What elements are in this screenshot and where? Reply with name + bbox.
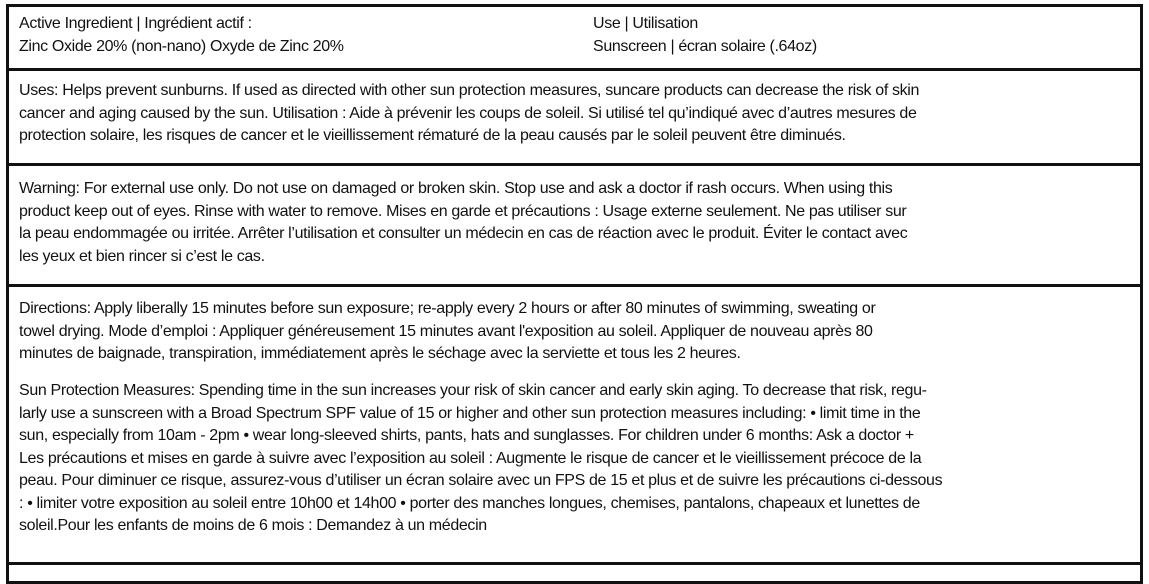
- directions-line: Directions: Apply liberally 15 minutes before sun exposure; re-apply every 2 hours or after 80 minutes of swimming, sweating or: [19, 300, 876, 317]
- measures-line: Sun Protection Measures: Spending time in the sun increases your risk of skin cancer and early skin aging. To decrease that risk, regu-: [19, 382, 927, 399]
- active-ingredient-block: [19, 13, 344, 58]
- section-divider: [9, 562, 1140, 565]
- active-ingredient-value: Zinc Oxide 20% (non-nano) Oxyde de Zinc 20%: [19, 37, 344, 55]
- section-divider: [9, 284, 1140, 287]
- measures-line: Les précautions et mises en garde à suivre avec l’exposition au soleil : Augmente le risque de cancer et le vieillissement précoce de la: [19, 449, 922, 467]
- use-value: Sunscreen | écran solaire (.64oz): [593, 37, 817, 55]
- ingredient-use-row: [9, 13, 1140, 67]
- directions-line: minutes de baignade, transpiration, immédiatement après le séchage avec la serviette et tous les 2 heures.: [19, 345, 741, 362]
- measures-line: larly use a sunscreen with a Broad Spectrum SPF value of 15 or higher and other sun protection measures including: • limit time in the: [19, 404, 921, 422]
- use-heading: Use | Utilisation: [593, 15, 698, 32]
- sunscreen-label-panel: [6, 4, 1143, 584]
- measures-line: peau. Pour diminuer ce risque, assurez-vous d’utiliser un écran solaire avec un FPS de 15 et plus et de suivre les précautions ci-dessous: [19, 472, 943, 489]
- warning-line: les yeux et bien rincer si c’est le cas.: [19, 247, 265, 265]
- uses-line: cancer and aging caused by the sun. Utilisation : Aide à prévenir les coups de soleil. Si utilisé tel qu’indiqué avec d’autres mesures de: [19, 104, 917, 122]
- measures-line: soleil.Pour les enfants de moins de 6 mois : Demandez à un médecin: [19, 517, 487, 534]
- directions-section: [9, 298, 1140, 366]
- warning-section: [9, 178, 1140, 268]
- uses-line: Uses: Helps prevent sunburns. If used as directed with other sun protection measures, suncare products can decrease the risk of skin: [19, 82, 920, 99]
- sun-protection-measures-section: [9, 380, 1140, 538]
- uses-section: [9, 80, 1140, 148]
- warning-line: Warning: For external use only. Do not use on damaged or broken skin. Stop use and ask a doctor if rash occurs. When using this: [19, 180, 893, 197]
- section-divider: [9, 163, 1140, 166]
- section-divider: [9, 68, 1140, 71]
- measures-line: sun, especially from 10am - 2pm • wear long-sleeved shirts, pants, hats and sunglasses. For children under 6 months: Ask a doctor +: [19, 427, 914, 444]
- use-block: [593, 13, 817, 58]
- warning-line: product keep out of eyes. Rinse with water to remove. Mises en garde et précautions : Usage externe seulement. Ne pas utiliser sur: [19, 202, 907, 220]
- warning-line: la peau endommagée ou irritée. Arrêter l’utilisation et consulter un médecin en cas de réaction avec le produit. Éviter le contact avec: [19, 225, 908, 242]
- measures-line: : • limiter votre exposition au soleil entre 10h00 et 14h00 • porter des manches longues, chemises, pantalons, chapeaux et lunettes de: [19, 494, 920, 512]
- uses-line: protection solaire, les risques de cancer et le vieillissement rématuré de la peau causés par le soleil peuvent être diminués.: [19, 127, 846, 144]
- directions-line: towel drying. Mode d’emploi : Appliquer généreusement 15 minutes avant l'exposition au soleil. Appliquer de nouveau après 80: [19, 322, 873, 340]
- active-ingredient-heading: Active Ingredient | Ingrédient actif :: [19, 15, 252, 32]
